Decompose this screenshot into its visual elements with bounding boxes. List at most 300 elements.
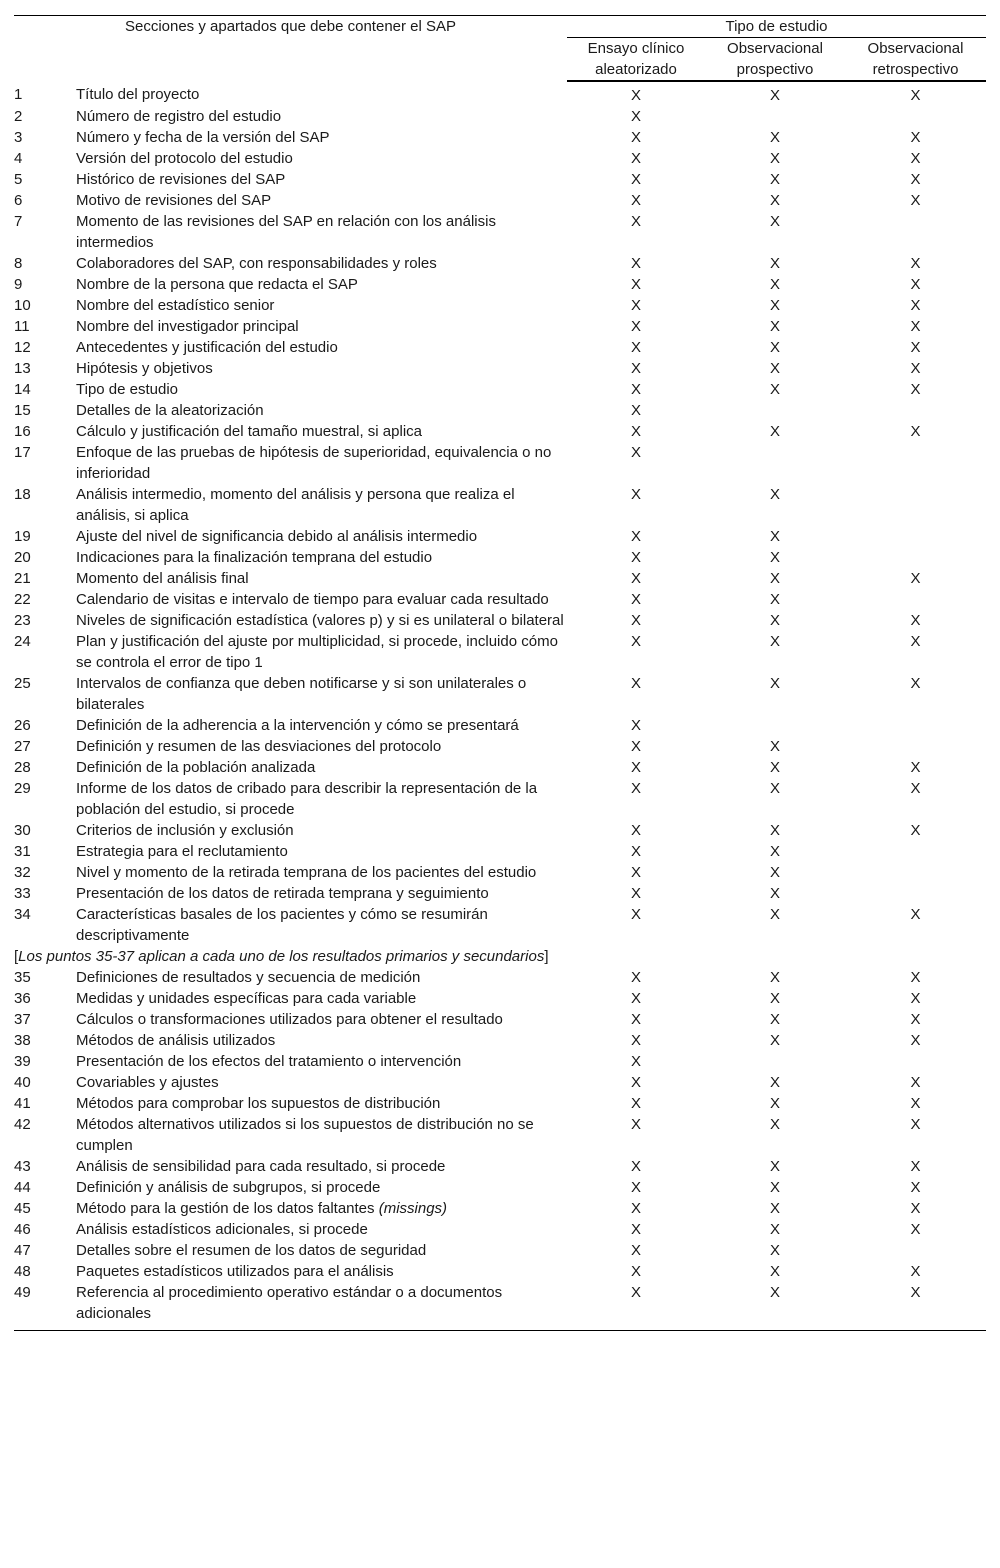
table-row bbox=[14, 274, 986, 295]
mark-retrospective: X bbox=[910, 633, 921, 650]
mark-prospective: X bbox=[769, 843, 780, 860]
mark-prospective: X bbox=[769, 528, 780, 545]
item-number: 16 bbox=[14, 423, 31, 440]
mark-rct: X bbox=[630, 444, 641, 461]
mark-rct: X bbox=[630, 87, 641, 104]
mark-retrospective bbox=[845, 589, 986, 610]
mark-retrospective: X bbox=[910, 318, 921, 335]
item-description-text: Métodos para comprobar los supuestos de distribución bbox=[76, 1095, 441, 1112]
mark-prospective: X bbox=[769, 339, 780, 356]
item-description-text: Cálculo y justificación del tamaño muestral, si aplica bbox=[76, 423, 422, 440]
mark-retrospective: X bbox=[910, 1116, 921, 1133]
mark-retrospective bbox=[845, 106, 986, 127]
item-number: 49 bbox=[14, 1282, 76, 1331]
item-number: 1 bbox=[14, 86, 23, 103]
item-description bbox=[76, 211, 567, 253]
column-title-prospective: Observacional prospectivo bbox=[705, 38, 845, 82]
mark-rct: X bbox=[630, 360, 641, 377]
mark-rct: X bbox=[630, 318, 641, 335]
item-description-text: Nombre del estadístico senior bbox=[76, 297, 275, 314]
item-description-text: Análisis intermedio, momento del análisis y persona que realiza el análisis, si aplica bbox=[76, 486, 515, 524]
item-description-text: Motivo de revisiones del SAP bbox=[76, 192, 272, 209]
item-description-text: Presentación de los datos de retirada temprana y seguimiento bbox=[76, 885, 489, 902]
table-row bbox=[14, 1198, 986, 1219]
item-number: 35 bbox=[14, 969, 31, 986]
mark-prospective: X bbox=[769, 1032, 780, 1049]
note-close-bracket: ] bbox=[544, 948, 549, 965]
item-description-text: Covariables y ajustes bbox=[76, 1074, 219, 1091]
mark-retrospective: X bbox=[910, 990, 921, 1007]
item-number: 33 bbox=[14, 885, 31, 902]
mark-prospective: X bbox=[769, 423, 780, 440]
item-description bbox=[76, 81, 567, 106]
mark-rct: X bbox=[630, 276, 641, 293]
item-number: 14 bbox=[14, 381, 31, 398]
mark-rct: X bbox=[630, 1116, 641, 1133]
item-description bbox=[76, 274, 567, 295]
mark-retrospective: X bbox=[910, 381, 921, 398]
mark-prospective: X bbox=[769, 1221, 780, 1238]
item-description-text: Presentación de los efectos del tratamiento o intervención bbox=[76, 1053, 462, 1070]
mark-rct: X bbox=[630, 1242, 641, 1259]
mark-rct: X bbox=[630, 1032, 641, 1049]
table-row bbox=[14, 442, 986, 484]
mark-retrospective bbox=[845, 1240, 986, 1261]
item-description bbox=[76, 295, 567, 316]
item-description-text: Definiciones de resultados y secuencia de medición bbox=[76, 969, 421, 986]
mark-retrospective: X bbox=[910, 339, 921, 356]
item-number: 19 bbox=[14, 528, 31, 545]
mark-retrospective: X bbox=[910, 675, 921, 692]
mark-rct: X bbox=[630, 1221, 641, 1238]
item-description bbox=[76, 442, 567, 484]
mark-retrospective: X bbox=[910, 1074, 921, 1091]
table-row bbox=[14, 358, 986, 379]
table-row bbox=[14, 883, 986, 904]
mark-rct: X bbox=[630, 633, 641, 650]
item-description bbox=[76, 379, 567, 400]
mark-rct: X bbox=[630, 297, 641, 314]
mark-rct: X bbox=[630, 822, 641, 839]
table-row bbox=[14, 1240, 986, 1261]
mark-retrospective bbox=[845, 841, 986, 862]
mark-prospective: X bbox=[769, 255, 780, 272]
mark-retrospective: X bbox=[910, 1263, 921, 1280]
mark-rct: X bbox=[630, 717, 641, 734]
item-description-text: Métodos alternativos utilizados si los supuestos de distribución no se cumplen bbox=[76, 1116, 534, 1154]
item-number: 36 bbox=[14, 990, 31, 1007]
mark-retrospective: X bbox=[910, 1221, 921, 1238]
table-row bbox=[14, 568, 986, 589]
mark-rct: X bbox=[630, 339, 641, 356]
mark-retrospective bbox=[845, 526, 986, 547]
column-title-rct: Ensayo clínico aleatorizado bbox=[567, 38, 705, 82]
mark-prospective: X bbox=[769, 1095, 780, 1112]
mark-prospective bbox=[705, 106, 845, 127]
item-description bbox=[76, 337, 567, 358]
item-description bbox=[76, 673, 567, 715]
mark-rct: X bbox=[630, 1263, 641, 1280]
item-description bbox=[76, 1219, 567, 1240]
item-description-text: Número y fecha de la versión del SAP bbox=[76, 129, 330, 146]
table-row bbox=[14, 715, 986, 736]
item-description bbox=[76, 1072, 567, 1093]
mark-prospective: X bbox=[769, 318, 780, 335]
table-row bbox=[14, 1072, 986, 1093]
item-description-text: Medidas y unidades específicas para cada variable bbox=[76, 990, 417, 1007]
table-row bbox=[14, 1261, 986, 1282]
item-description-text: Momento de las revisiones del SAP en relación con los análisis intermedios bbox=[76, 213, 496, 251]
item-description-text: Antecedentes y justificación del estudio bbox=[76, 339, 338, 356]
item-number: 39 bbox=[14, 1053, 31, 1070]
mark-rct: X bbox=[630, 381, 641, 398]
mark-prospective: X bbox=[769, 360, 780, 377]
table-row bbox=[14, 295, 986, 316]
mark-rct: X bbox=[630, 150, 641, 167]
item-number: 7 bbox=[14, 213, 23, 230]
mark-retrospective: X bbox=[910, 129, 921, 146]
mark-prospective: X bbox=[769, 570, 780, 587]
mark-prospective: X bbox=[769, 87, 780, 104]
table-row bbox=[14, 421, 986, 442]
table-row bbox=[14, 337, 986, 358]
mark-retrospective: X bbox=[910, 192, 921, 209]
item-description bbox=[76, 526, 567, 547]
item-number: 45 bbox=[14, 1200, 31, 1217]
mark-retrospective bbox=[845, 883, 986, 904]
item-description bbox=[76, 841, 567, 862]
table-row bbox=[14, 610, 986, 631]
mark-retrospective: X bbox=[910, 297, 921, 314]
item-number: 27 bbox=[14, 738, 31, 755]
item-number: 10 bbox=[14, 297, 31, 314]
item-number: 8 bbox=[14, 255, 23, 272]
table-row bbox=[14, 148, 986, 169]
item-number: 28 bbox=[14, 759, 31, 776]
mark-rct: X bbox=[630, 1053, 641, 1070]
mark-retrospective bbox=[845, 1051, 986, 1072]
item-description bbox=[76, 169, 567, 190]
mark-prospective: X bbox=[769, 1242, 780, 1259]
table-row bbox=[14, 841, 986, 862]
item-description-text: Definición y análisis de subgrupos, si procede bbox=[76, 1179, 381, 1196]
item-description bbox=[76, 589, 567, 610]
item-description-text: Estrategia para el reclutamiento bbox=[76, 843, 288, 860]
table-row bbox=[14, 316, 986, 337]
item-description-text: Calendario de visitas e intervalo de tiempo para evaluar cada resultado bbox=[76, 591, 549, 608]
item-description-text: Detalles sobre el resumen de los datos de seguridad bbox=[76, 1242, 427, 1259]
item-number: 41 bbox=[14, 1095, 31, 1112]
item-description-text: Niveles de significación estadística (valores p) y si es unilateral o bilateral bbox=[76, 612, 564, 629]
mark-retrospective: X bbox=[910, 171, 921, 188]
item-description bbox=[76, 190, 567, 211]
item-description-text: Enfoque de las pruebas de hipótesis de superioridad, equivalencia o no inferioridad bbox=[76, 444, 552, 482]
item-number: 12 bbox=[14, 339, 31, 356]
item-description-text: Título del proyecto bbox=[76, 86, 200, 103]
table-header bbox=[14, 16, 986, 82]
mark-retrospective: X bbox=[910, 1011, 921, 1028]
item-number: 47 bbox=[14, 1242, 31, 1259]
table-row bbox=[14, 1156, 986, 1177]
table-row bbox=[14, 631, 986, 673]
mark-prospective: X bbox=[769, 213, 780, 230]
item-description-text: Ajuste del nivel de significancia debido al análisis intermedio bbox=[76, 528, 478, 545]
mark-rct: X bbox=[630, 591, 641, 608]
item-description-text: Versión del protocolo del estudio bbox=[76, 150, 293, 167]
mark-rct: X bbox=[630, 549, 641, 566]
table-row bbox=[14, 1009, 986, 1030]
item-description-text: Histórico de revisiones del SAP bbox=[76, 171, 286, 188]
mark-prospective: X bbox=[769, 612, 780, 629]
mark-prospective: X bbox=[769, 1116, 780, 1133]
table-body bbox=[14, 81, 986, 1331]
mark-rct: X bbox=[630, 1200, 641, 1217]
mark-retrospective: X bbox=[910, 150, 921, 167]
mark-prospective: X bbox=[769, 969, 780, 986]
mark-prospective: X bbox=[769, 675, 780, 692]
table-row bbox=[14, 673, 986, 715]
mark-prospective: X bbox=[769, 906, 780, 923]
mark-prospective: X bbox=[769, 549, 780, 566]
mark-rct: X bbox=[630, 570, 641, 587]
mark-rct: X bbox=[630, 423, 641, 440]
item-number: 25 bbox=[14, 675, 31, 692]
mark-prospective bbox=[705, 400, 845, 421]
mark-retrospective: X bbox=[910, 969, 921, 986]
mark-prospective: X bbox=[769, 885, 780, 902]
item-description bbox=[76, 127, 567, 148]
mark-retrospective: X bbox=[910, 276, 921, 293]
item-description bbox=[76, 568, 567, 589]
mark-rct: X bbox=[630, 1095, 641, 1112]
item-description bbox=[76, 484, 567, 526]
table-row bbox=[14, 820, 986, 841]
item-number: 11 bbox=[14, 318, 30, 335]
mark-retrospective bbox=[845, 442, 986, 484]
mark-prospective: X bbox=[769, 633, 780, 650]
mark-rct: X bbox=[630, 171, 641, 188]
mark-retrospective bbox=[845, 484, 986, 526]
item-number: 5 bbox=[14, 171, 23, 188]
item-number: 9 bbox=[14, 276, 23, 293]
table-row bbox=[14, 1282, 986, 1331]
item-description bbox=[76, 820, 567, 841]
item-number: 23 bbox=[14, 612, 31, 629]
mark-retrospective: X bbox=[910, 1200, 921, 1217]
mark-rct: X bbox=[630, 402, 641, 419]
item-description bbox=[76, 715, 567, 736]
item-number: 4 bbox=[14, 150, 23, 167]
item-description bbox=[76, 862, 567, 883]
mark-rct: X bbox=[630, 612, 641, 629]
table-row bbox=[14, 400, 986, 421]
item-number: 20 bbox=[14, 549, 31, 566]
item-number: 3 bbox=[14, 129, 23, 146]
mark-rct: X bbox=[630, 759, 641, 776]
item-description-text: Cálculos o transformaciones utilizados para obtener el resultado bbox=[76, 1011, 503, 1028]
mark-prospective: X bbox=[769, 192, 780, 209]
item-number: 18 bbox=[14, 486, 31, 503]
mark-rct: X bbox=[630, 864, 641, 881]
item-description-text: Definición de la población analizada bbox=[76, 759, 316, 776]
mark-rct: X bbox=[630, 906, 641, 923]
mark-retrospective: X bbox=[910, 360, 921, 377]
item-number: 37 bbox=[14, 1011, 31, 1028]
item-description-text: Método para la gestión de los datos faltantes bbox=[76, 1200, 375, 1217]
table-row bbox=[14, 1051, 986, 1072]
item-description-text: Tipo de estudio bbox=[76, 381, 179, 398]
table-row bbox=[14, 862, 986, 883]
mark-retrospective bbox=[845, 211, 986, 253]
mark-retrospective bbox=[845, 736, 986, 757]
mark-rct: X bbox=[630, 969, 641, 986]
table-row bbox=[14, 253, 986, 274]
mark-retrospective: X bbox=[910, 87, 921, 104]
item-description bbox=[76, 400, 567, 421]
item-description-text: Nombre del investigador principal bbox=[76, 318, 299, 335]
table-row bbox=[14, 1177, 986, 1198]
item-description-text: Intervalos de confianza que deben notificarse y si son unilaterales o bilaterales bbox=[76, 675, 527, 713]
item-description bbox=[76, 1051, 567, 1072]
mark-prospective bbox=[705, 715, 845, 736]
table-row bbox=[14, 106, 986, 127]
sap-sections-table bbox=[14, 15, 986, 1331]
item-number: 26 bbox=[14, 717, 31, 734]
mark-prospective: X bbox=[769, 738, 780, 755]
item-description bbox=[76, 778, 567, 820]
mark-retrospective: X bbox=[910, 822, 921, 839]
item-description-text: Indicaciones para la finalización temprana del estudio bbox=[76, 549, 433, 566]
table-row bbox=[14, 379, 986, 400]
item-number: 42 bbox=[14, 1116, 31, 1133]
item-description-text: Hipótesis y objetivos bbox=[76, 360, 213, 377]
mark-retrospective: X bbox=[910, 255, 921, 272]
item-number: 6 bbox=[14, 192, 23, 209]
item-number: 29 bbox=[14, 780, 31, 797]
mark-retrospective: X bbox=[910, 1158, 921, 1175]
mark-rct: X bbox=[630, 528, 641, 545]
mark-prospective: X bbox=[769, 129, 780, 146]
mark-rct: X bbox=[630, 255, 641, 272]
item-number: 22 bbox=[14, 591, 31, 608]
item-description bbox=[76, 316, 567, 337]
mark-retrospective bbox=[845, 400, 986, 421]
mark-prospective: X bbox=[769, 1179, 780, 1196]
mark-prospective: X bbox=[769, 1011, 780, 1028]
item-description-text: Métodos de análisis utilizados bbox=[76, 1032, 276, 1049]
mark-prospective: X bbox=[769, 759, 780, 776]
mark-rct: X bbox=[630, 675, 641, 692]
mark-retrospective bbox=[845, 715, 986, 736]
item-description bbox=[76, 610, 567, 631]
item-number: 13 bbox=[14, 360, 31, 377]
item-description bbox=[76, 1240, 567, 1261]
item-description bbox=[76, 904, 567, 946]
mark-prospective: X bbox=[769, 171, 780, 188]
mark-retrospective: X bbox=[910, 570, 921, 587]
item-description bbox=[76, 253, 567, 274]
item-description-text: Informe de los datos de cribado para describir la representación de la población del estudio, si procede bbox=[76, 780, 538, 818]
mark-prospective: X bbox=[769, 486, 780, 503]
item-description-text: Análisis estadísticos adicionales, si procede bbox=[76, 1221, 368, 1238]
item-description bbox=[76, 1156, 567, 1177]
item-number: 15 bbox=[14, 402, 31, 419]
item-description bbox=[76, 1198, 567, 1219]
item-description bbox=[76, 148, 567, 169]
mark-rct: X bbox=[630, 192, 641, 209]
table-row bbox=[14, 1030, 986, 1051]
item-description-text: Número de registro del estudio bbox=[76, 108, 282, 125]
mark-retrospective: X bbox=[910, 1095, 921, 1112]
mark-prospective: X bbox=[769, 1158, 780, 1175]
table-row bbox=[14, 211, 986, 253]
mark-prospective: X bbox=[769, 276, 780, 293]
mark-retrospective: X bbox=[910, 780, 921, 797]
mark-prospective: X bbox=[769, 1074, 780, 1091]
item-description-text: Criterios de inclusión y exclusión bbox=[76, 822, 294, 839]
column-title-retrospective: Observacional retrospectivo bbox=[845, 38, 986, 82]
mark-prospective: X bbox=[769, 780, 780, 797]
mark-prospective: X bbox=[769, 1263, 780, 1280]
table-row bbox=[14, 484, 986, 526]
item-description bbox=[76, 1177, 567, 1198]
item-number: 40 bbox=[14, 1074, 31, 1091]
item-description bbox=[76, 358, 567, 379]
mark-rct: X bbox=[630, 1074, 641, 1091]
item-number: 44 bbox=[14, 1179, 31, 1196]
table-row bbox=[14, 81, 986, 106]
table-note-row bbox=[14, 946, 986, 967]
table-row bbox=[14, 778, 986, 820]
table-row bbox=[14, 526, 986, 547]
item-description-text: Nivel y momento de la retirada temprana de los pacientes del estudio bbox=[76, 864, 537, 881]
item-description bbox=[76, 631, 567, 673]
mark-retrospective bbox=[845, 547, 986, 568]
item-description-text: Nombre de la persona que redacta el SAP bbox=[76, 276, 358, 293]
mark-rct: X bbox=[630, 738, 641, 755]
mark-prospective: X bbox=[769, 990, 780, 1007]
mark-prospective: X bbox=[769, 150, 780, 167]
study-type-group-title: Tipo de estudio bbox=[567, 16, 986, 38]
table-row bbox=[14, 127, 986, 148]
mark-prospective bbox=[705, 442, 845, 484]
item-description bbox=[76, 757, 567, 778]
mark-rct: X bbox=[630, 843, 641, 860]
mark-retrospective: X bbox=[910, 759, 921, 776]
mark-prospective: X bbox=[769, 591, 780, 608]
item-number: 32 bbox=[14, 864, 31, 881]
mark-rct: X bbox=[567, 1282, 705, 1331]
item-description bbox=[76, 988, 567, 1009]
mark-rct: X bbox=[630, 486, 641, 503]
item-number: 34 bbox=[14, 906, 31, 923]
mark-retrospective: X bbox=[910, 1032, 921, 1049]
item-description bbox=[76, 1093, 567, 1114]
item-description bbox=[76, 967, 567, 988]
item-description-italic: (missings) bbox=[378, 1200, 448, 1217]
note-text: Los puntos 35-37 aplican a cada uno de los resultados primarios y secundarios bbox=[18, 948, 545, 965]
mark-rct: X bbox=[630, 1179, 641, 1196]
item-description-text: Análisis de sensibilidad para cada resultado, si procede bbox=[76, 1158, 446, 1175]
item-description bbox=[76, 1009, 567, 1030]
mark-rct: X bbox=[630, 129, 641, 146]
item-description bbox=[76, 106, 567, 127]
item-description bbox=[76, 1261, 567, 1282]
table-row bbox=[14, 169, 986, 190]
item-description-text: Plan y justificación del ajuste por multiplicidad, si procede, incluido cómo se controla el error de tipo 1 bbox=[76, 633, 558, 671]
item-number: 48 bbox=[14, 1263, 31, 1280]
mark-rct: X bbox=[630, 1158, 641, 1175]
